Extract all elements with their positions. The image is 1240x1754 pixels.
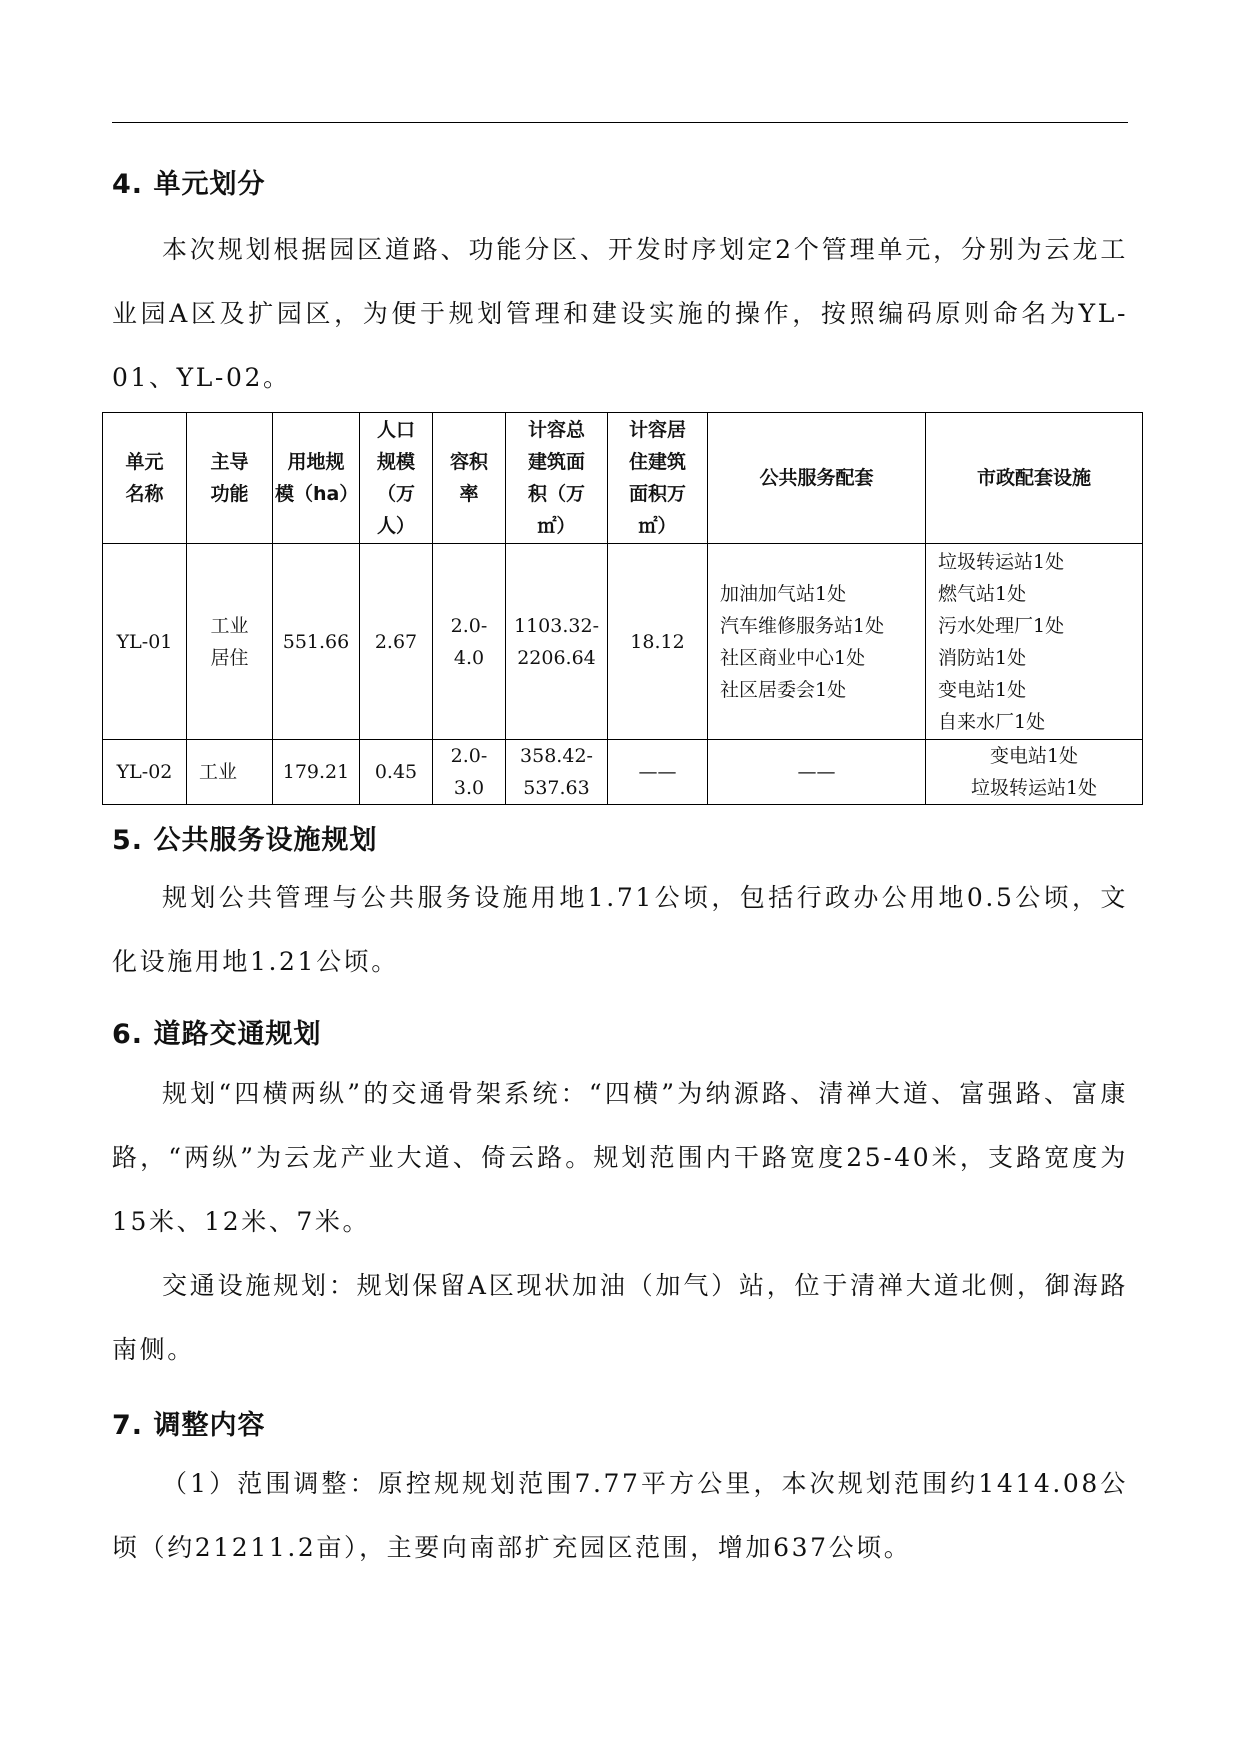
cell-function: 工业 bbox=[187, 740, 273, 805]
cell-far: 2.0- 3.0 bbox=[433, 740, 506, 805]
public-item: 加油加气站1处 bbox=[720, 582, 847, 605]
section-5-paragraph bbox=[112, 866, 1128, 994]
unit-table bbox=[102, 412, 1143, 805]
cell-population: 2.67 bbox=[360, 544, 433, 740]
cell-residential-area: 18.12 bbox=[608, 544, 708, 740]
cell-residential-area: —— bbox=[608, 740, 708, 805]
cell-population: 0.45 bbox=[360, 740, 433, 805]
table-row bbox=[103, 544, 1143, 740]
cell-far: 2.0- 4.0 bbox=[433, 544, 506, 740]
municipal-item: 变电站1处 bbox=[938, 678, 1027, 701]
cell-total-area: 358.42- 537.63 bbox=[506, 740, 608, 805]
section-4-paragraph bbox=[112, 218, 1128, 410]
header-rule bbox=[112, 122, 1128, 123]
section-7-heading: 7. 调整内容 bbox=[112, 1410, 266, 1441]
cell-unit: YL-02 bbox=[103, 740, 187, 805]
public-item: 社区居委会1处 bbox=[720, 678, 847, 701]
section-6-paragraphs bbox=[112, 1062, 1128, 1382]
header-population: 人口 规模 （万 人） bbox=[360, 413, 433, 544]
cell-land: 551.66 bbox=[273, 544, 360, 740]
header-total-area: 计容总 建筑面 积（万 ㎡） bbox=[506, 413, 608, 544]
header-land: 用地规 模（ha） bbox=[273, 413, 360, 544]
municipal-item: 垃圾转运站1处 bbox=[938, 550, 1065, 573]
header-function: 主导 功能 bbox=[187, 413, 273, 544]
section-6-text-1: 规划“四横两纵”的交通骨架系统：“四横”为纳源路、清禅大道、富强路、富康路，“两纵”为云龙产业大道、倚云路。规划范围内干路宽度25-40米，支路宽度为15米、12米、7米。 bbox=[112, 1079, 1128, 1236]
cell-unit: YL-01 bbox=[103, 544, 187, 740]
section-5-text: 规划公共管理与公共服务设施用地1.71公顷，包括行政办公用地0.5公顷，文化设施用地1.21公顷。 bbox=[112, 883, 1128, 976]
header-public: 公共服务配套 bbox=[708, 413, 926, 544]
section-7-paragraph bbox=[112, 1452, 1128, 1580]
municipal-item: 自来水厂1处 bbox=[938, 710, 1046, 733]
table-header-row bbox=[103, 413, 1143, 544]
header-residential-area: 计容居 住建筑 面积万 ㎡） bbox=[608, 413, 708, 544]
cell-public bbox=[708, 544, 926, 740]
header-far: 容积 率 bbox=[433, 413, 506, 544]
cell-public: —— bbox=[708, 740, 926, 805]
cell-land: 179.21 bbox=[273, 740, 360, 805]
header-municipal: 市政配套设施 bbox=[926, 413, 1143, 544]
cell-municipal bbox=[926, 740, 1143, 805]
section-6-heading: 6. 道路交通规划 bbox=[112, 1019, 322, 1050]
section-7-text: （1）范围调整：原控规规划范围7.77平方公里，本次规划范围约1414.08公顷（约21211.2亩），主要向南部扩充园区范围，增加637公顷。 bbox=[112, 1469, 1128, 1562]
header-unit: 单元 名称 bbox=[103, 413, 187, 544]
public-item: 社区商业中心1处 bbox=[720, 646, 866, 669]
cell-function: 工业 居住 bbox=[187, 544, 273, 740]
section-6-text-2: 交通设施规划：规划保留A区现状加油（加气）站，位于清禅大道北侧，御海路南侧。 bbox=[112, 1271, 1128, 1364]
municipal-item: 消防站1处 bbox=[938, 646, 1027, 669]
municipal-item: 变电站1处 bbox=[989, 745, 1079, 767]
municipal-item: 污水处理厂1处 bbox=[938, 614, 1065, 637]
section-4-heading: 4. 单元划分 bbox=[112, 169, 266, 200]
section-5-heading: 5. 公共服务设施规划 bbox=[112, 825, 378, 856]
table-row bbox=[103, 740, 1143, 805]
municipal-item: 垃圾转运站1处 bbox=[970, 777, 1098, 799]
cell-municipal bbox=[926, 544, 1143, 740]
section-4-text: 本次规划根据园区道路、功能分区、开发时序划定2个管理单元，分别为云龙工业园A区及扩园区，为便于规划管理和建设实施的操作，按照编码原则命名为YL-01、YL-02。 bbox=[112, 235, 1128, 392]
cell-total-area: 1103.32- 2206.64 bbox=[506, 544, 608, 740]
public-item: 汽车维修服务站1处 bbox=[720, 614, 885, 637]
municipal-item: 燃气站1处 bbox=[938, 582, 1027, 605]
